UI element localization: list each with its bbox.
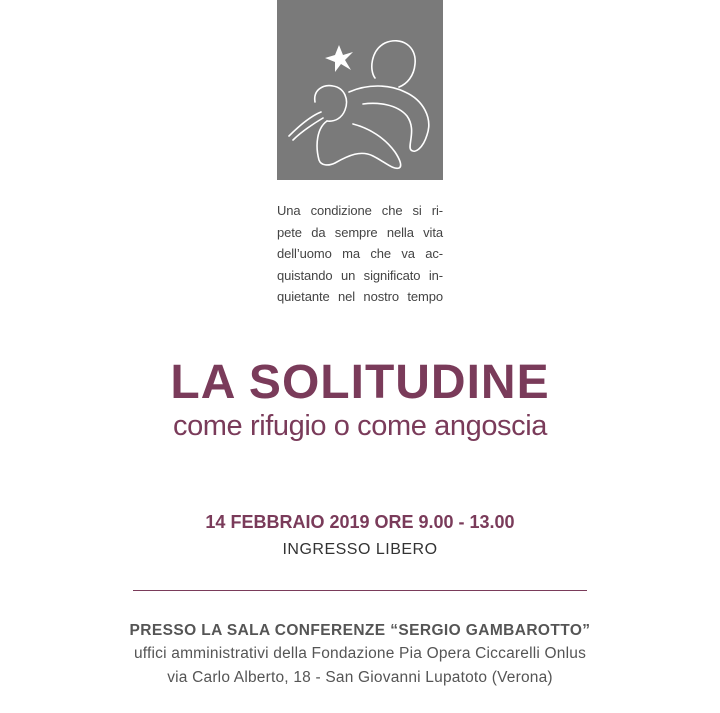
venue-address: via Carlo Alberto, 18 - San Giovanni Lupatoto (Verona) <box>167 669 553 686</box>
entry-info: INGRESSO LIBERO <box>282 541 438 558</box>
event-subtitle: come rifugio o come angoscia <box>172 410 548 442</box>
two-figures-embrace-with-star-icon <box>277 0 443 180</box>
divider <box>133 590 587 591</box>
intro-text <box>277 200 443 308</box>
event-date: 14 FEBBRAIO 2019 ORE 9.00 - 13.00 <box>205 512 515 532</box>
intro-line: Una condizione che si ri- <box>277 203 443 218</box>
intro-line: quietante nel nostro tempo <box>277 289 443 304</box>
intro-line: pete da sempre nella vita <box>277 224 443 240</box>
event-title: LA SOLITUDINE <box>170 356 550 409</box>
intro-line: quistando un significato in- <box>277 267 443 283</box>
logo-box <box>277 0 443 180</box>
intro-line: dell’uomo ma che va ac- <box>277 246 443 261</box>
venue-name: PRESSO LA SALA CONFERENZE “SERGIO GAMBAROTTO” <box>129 622 591 639</box>
venue-organization: uffici amministrativi della Fondazione Pia Opera Ciccarelli Onlus <box>133 645 587 662</box>
